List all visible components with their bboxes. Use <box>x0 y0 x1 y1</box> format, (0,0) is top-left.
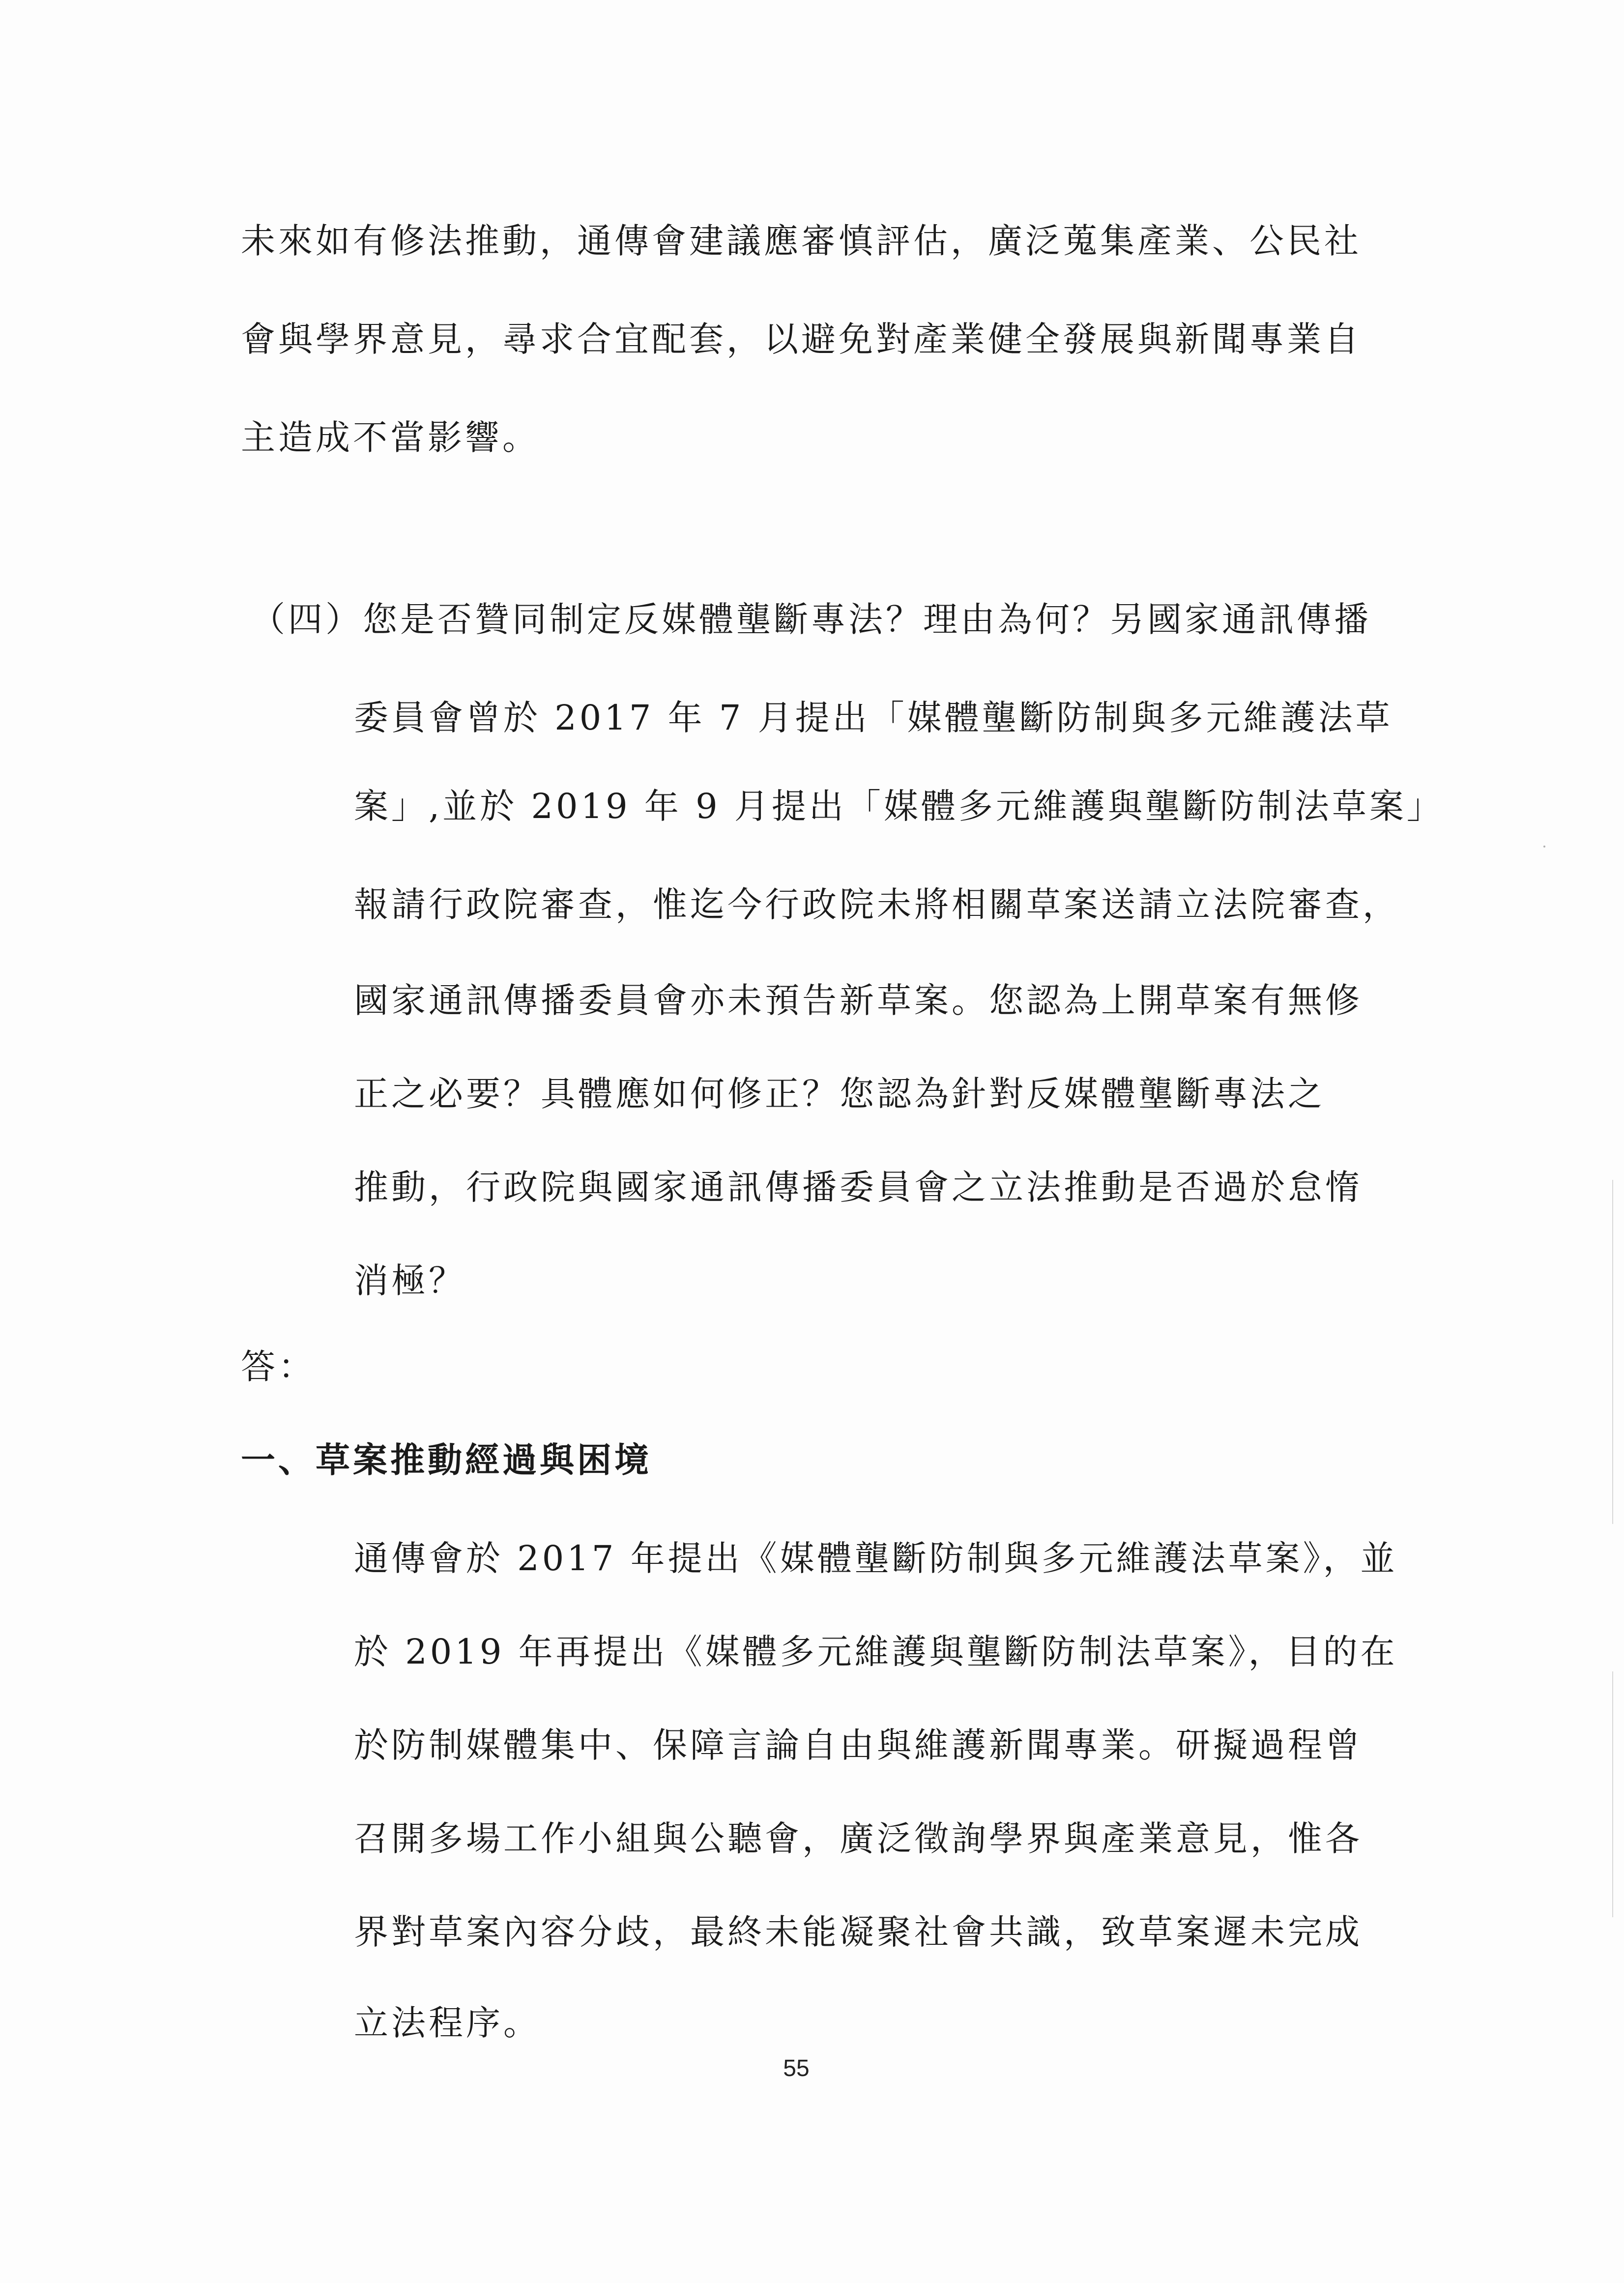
section-line: 於 2019 年再提出《媒體多元維護與壟斷防制法草案》，目的在 <box>354 1632 1398 1672</box>
section-line: 界對草案內容分歧，最終未能凝聚社會共識，致草案遲未完成 <box>354 1912 1363 1952</box>
intro-line: 主造成不當影響。 <box>241 417 540 458</box>
question-line: 正之必要？具體應如何修正？您認為針對反媒體壟斷專法之 <box>354 1074 1325 1114</box>
question-line: 委員會曾於 2017 年 7 月提出「媒體壟斷防制與多元維護法草 <box>354 698 1393 738</box>
section-heading: 一、草案推動經過與困境 <box>241 1439 652 1480</box>
section-line: 立法程序。 <box>354 2003 541 2043</box>
page-number: 55 <box>783 2055 810 2081</box>
intro-line: 會與學界意見，尋求合宜配套，以避免對產業健全發展與新聞專業自 <box>241 319 1362 359</box>
answer-label: 答： <box>241 1346 316 1387</box>
question-line: 消極？ <box>354 1260 466 1301</box>
section-line: 召開多場工作小組與公聽會，廣泛徵詢學界與產業意見，惟各 <box>354 1818 1363 1859</box>
scan-speck <box>1543 846 1545 848</box>
section-line: 通傳會於 2017 年提出《媒體壟斷防制與多元維護法草案》，並 <box>354 1538 1398 1579</box>
question-line: 案」,並於 2019 年 9 月提出「媒體多元維護與壟斷防制法草案」 <box>354 786 1444 826</box>
question-line: （四）您是否贊同制定反媒體壟斷專法？理由為何？另國家通訊傳播 <box>251 599 1371 640</box>
question-line: 國家通訊傳播委員會亦未預告新草案。您認為上開草案有無修 <box>354 980 1363 1021</box>
scan-edge-line <box>1612 1671 1613 1917</box>
question-line: 報請行政院審查，惟迄今行政院未將相關草案送請立法院審查， <box>354 884 1400 925</box>
intro-line: 未來如有修法推動，通傳會建議應審慎評估，廣泛蒐集產業、公民社 <box>241 221 1362 261</box>
scan-edge-line <box>1612 1180 1613 1524</box>
section-line: 於防制媒體集中、保障言論自由與維護新聞專業。研擬過程曾 <box>354 1725 1363 1765</box>
question-line: 推動，行政院與國家通訊傳播委員會之立法推動是否過於怠惰 <box>354 1167 1363 1207</box>
